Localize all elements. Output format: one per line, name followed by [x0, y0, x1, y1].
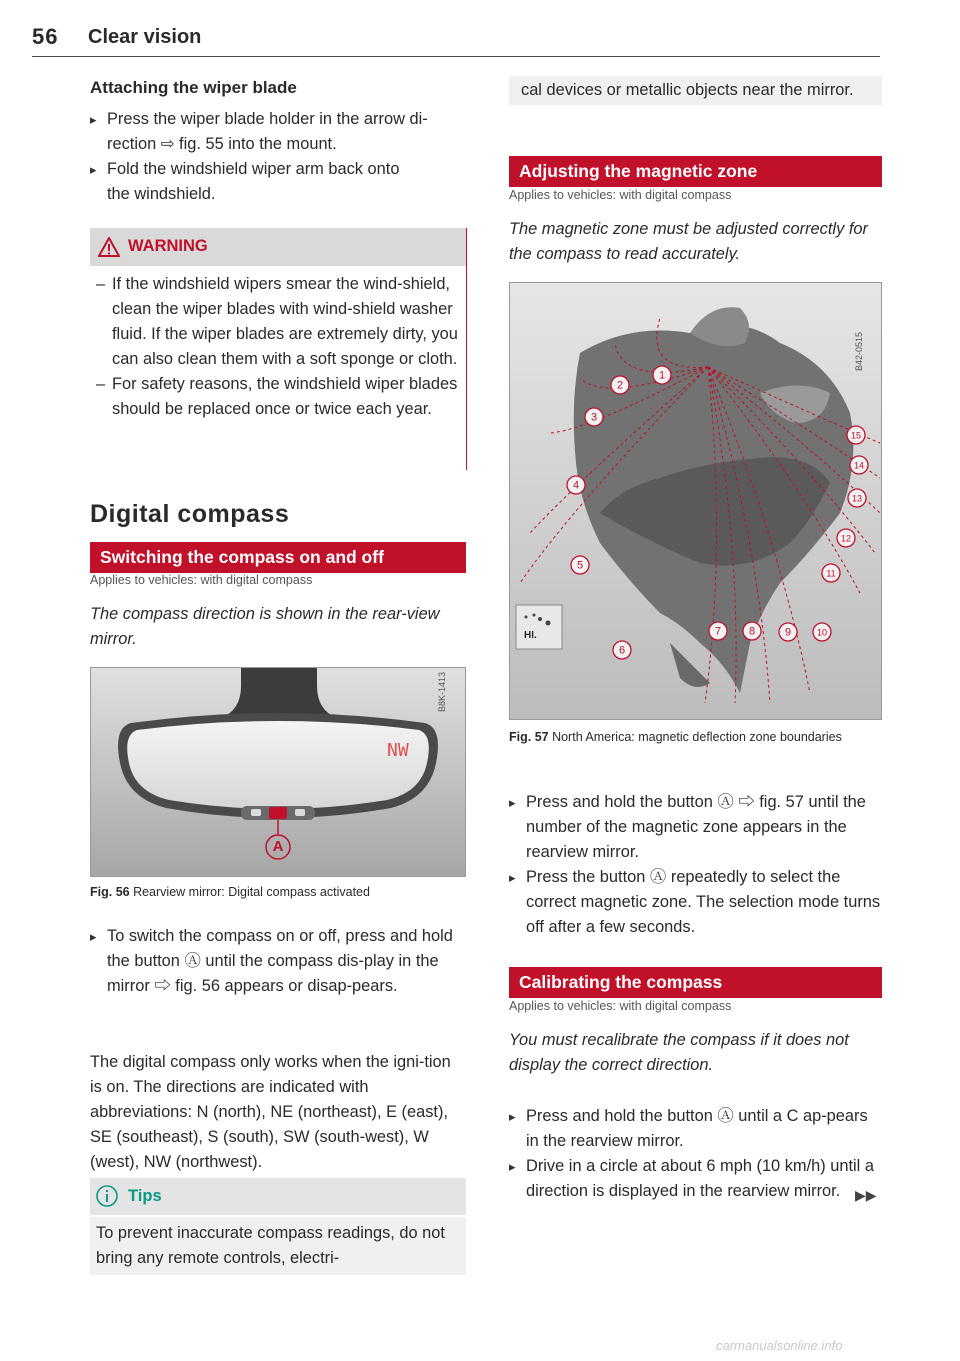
zone-number: 13	[851, 493, 863, 504]
zone-number: 6	[618, 644, 626, 657]
caption-number: Fig. 57	[509, 730, 549, 744]
zone-number: 15	[850, 430, 862, 441]
attach-heading: Attaching the wiper blade	[90, 78, 297, 97]
zone-number: 8	[748, 625, 756, 638]
zone-marker-2	[611, 376, 629, 394]
info-icon	[96, 1185, 118, 1207]
zone-number: 14	[853, 460, 865, 471]
zone-marker-13	[848, 489, 866, 507]
adjust-intro: The magnetic zone must be adjusted correctly for the compass to read accurately.	[509, 220, 868, 263]
adjust-step-1: ▸ Press and hold the button Ⓐ ⇨ fig. 57 until the number of the magnetic zone appears in the rearview mirror.	[509, 790, 882, 865]
left-column	[90, 0, 466, 1267]
zone-marker-3	[585, 408, 603, 426]
caption-text: Rearview mirror: Digital compass activated	[133, 885, 370, 899]
zone-number: 10	[816, 627, 828, 638]
calibrate-step-1: ▸ Press and hold the button Ⓐ until a C ap-pears in the rearview mirror.	[509, 1104, 882, 1154]
page-number: 56	[32, 24, 59, 49]
figure-57	[509, 282, 882, 720]
button-a-label: A	[272, 838, 284, 855]
hawaii-label: HI.	[524, 630, 537, 641]
warning-header	[90, 228, 466, 266]
attach-steps	[90, 107, 466, 207]
figure-code: B8K-1413	[437, 671, 447, 712]
adjust-step-2: ▸ Press the button Ⓐ repeatedly to select the correct magnetic zone. The selection mode turns off after a few seconds.	[509, 865, 882, 940]
zone-number: 4	[572, 479, 580, 492]
zone-number: 1	[658, 369, 666, 382]
zone-number: 5	[576, 559, 584, 572]
tips-continued: cal devices or metallic objects near the mirror.	[509, 76, 882, 105]
tips-label: Tips	[128, 1187, 162, 1205]
warning-label: WARNING	[128, 237, 208, 255]
chapter-title: Clear vision	[88, 26, 202, 48]
caption-number: Fig. 56	[90, 885, 130, 899]
warning-box	[90, 228, 467, 470]
compass-info-paragraph: The digital compass only works when the igni-tion is on. The directions are indicated with abbreviations: N (north), NE (northeast), E (east), SE (southeast), S (south), SW (south-west), W (west), NW (northwest).	[90, 1053, 451, 1171]
zone-marker-10	[813, 623, 831, 641]
zone-marker-4	[567, 476, 585, 494]
zone-marker-14	[850, 456, 868, 474]
zone-number: 9	[784, 626, 792, 639]
calibrate-section-bar: Calibrating the compass	[509, 967, 882, 998]
zone-marker-11	[822, 564, 840, 582]
figure-code: B42-0515	[854, 331, 864, 371]
calibrate-step-2: ▸ Drive in a circle at about 6 mph (10 km/h) until a direction is displayed in the rearview mirror.	[509, 1154, 882, 1204]
section-title: Digital compass	[90, 500, 290, 528]
zone-marker-6	[613, 641, 631, 659]
zone-number: 2	[616, 379, 624, 392]
zone-number: 11	[826, 568, 836, 579]
figure-56-caption	[90, 883, 466, 901]
tips-header	[90, 1178, 466, 1215]
adjust-applies: Applies to vehicles: with digital compass	[509, 188, 732, 202]
switch-step: ▸ To switch the compass on or off, press and hold the button Ⓐ until the compass dis-play in the mirror ⇨ fig. 56 appears or disap-pears.	[90, 924, 467, 999]
warning-triangle-icon	[98, 237, 120, 257]
adjust-steps	[509, 790, 882, 940]
zone-marker-15	[847, 426, 865, 444]
caption-text: North America: magnetic deflection zone boundaries	[552, 730, 842, 744]
zone-marker-5	[571, 556, 589, 574]
zone-marker-12	[837, 529, 855, 547]
continue-arrow-icon: ▶▶	[855, 1187, 877, 1203]
calibrate-applies: Applies to vehicles: with digital compass	[509, 999, 732, 1013]
switch-intro: The compass direction is shown in the rear-view mirror.	[90, 605, 440, 648]
calibrate-steps	[509, 1104, 882, 1204]
warning-item-1: – If the windshield wipers smear the wind-shield, clean the wiper blades with wind-shield washer fluid. If the wiper blades are extremely dirty, you can also clean them with a soft sponge or cloth.	[96, 272, 458, 372]
switch-section-bar: Switching the compass on and off	[90, 542, 466, 573]
zone-marker-7	[709, 622, 727, 640]
zone-marker-9	[779, 623, 797, 641]
calibrate-intro: You must recalibrate the compass if it does not display the correct direction.	[509, 1031, 849, 1074]
zone-number: 12	[840, 533, 852, 544]
attach-step-2: ▸ Fold the windshield wiper arm back onto the windshield.	[90, 157, 466, 207]
magnetic-zone-map	[510, 283, 881, 719]
figure-56	[90, 667, 466, 877]
zone-number: 3	[590, 411, 598, 424]
warning-list	[90, 266, 466, 422]
compass-display: NW	[387, 740, 409, 761]
warning-item-2: – For safety reasons, the windshield wiper blades should be replaced once or twice each year.	[96, 372, 458, 422]
zone-marker-1	[653, 366, 671, 384]
switch-applies: Applies to vehicles: with digital compass	[90, 573, 313, 587]
zone-number: 7	[714, 625, 722, 638]
watermark: carmanualsonline.info	[716, 1338, 843, 1353]
tips-text: To prevent inaccurate compass readings, do not bring any remote controls, electri-	[90, 1217, 466, 1275]
figure-57-caption	[509, 728, 882, 746]
zone-marker-8	[743, 622, 761, 640]
adjust-section-bar: Adjusting the magnetic zone	[509, 156, 882, 187]
attach-step-1: ▸ Press the wiper blade holder in the arrow di- rection ⇨ fig. 55 into the mount.	[90, 107, 466, 157]
